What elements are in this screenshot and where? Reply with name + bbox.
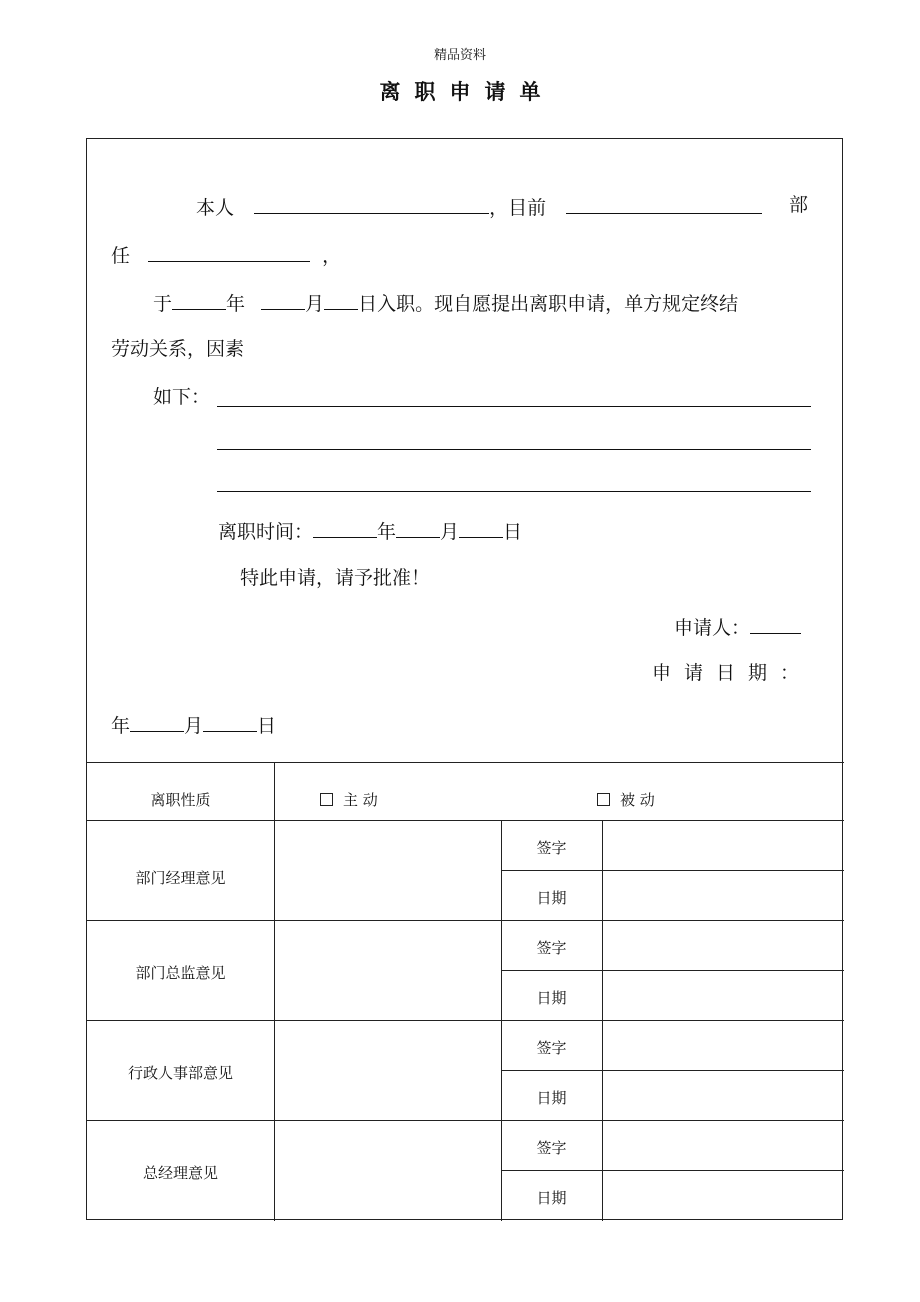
leave-year-blank[interactable] — [313, 517, 377, 538]
sign-field[interactable] — [603, 821, 843, 870]
applicant-label: 申请人： — [674, 617, 751, 639]
opinion-field[interactable] — [275, 1021, 501, 1120]
option-passive[interactable] — [597, 789, 655, 810]
apply-month-blank[interactable] — [130, 711, 184, 732]
date-label: 日期 — [536, 889, 567, 907]
bu-label: 部 — [789, 194, 809, 216]
passive-checkbox[interactable] — [597, 793, 610, 806]
opinion-field[interactable] — [275, 1121, 501, 1220]
sign-label: 签字 — [536, 1139, 567, 1157]
page-title: 离职申请单 — [379, 80, 555, 104]
apply-date-row — [111, 711, 276, 738]
date-field[interactable] — [603, 1071, 843, 1120]
position-blank[interactable] — [148, 241, 310, 262]
passive-label: 被 动 — [620, 791, 655, 809]
role-label: 部门经理意见 — [135, 869, 226, 887]
option-active[interactable] — [320, 789, 378, 810]
reason-line-2[interactable] — [217, 449, 811, 450]
watermark-text: 精品资料 — [433, 48, 486, 63]
role-label: 总经理意见 — [142, 1164, 218, 1182]
statement-line-2 — [111, 241, 341, 268]
entry-nian-label: 年 — [226, 293, 246, 315]
date-field[interactable] — [603, 871, 843, 920]
ben-ren-label: 本人 — [196, 197, 235, 219]
ren-label: 任 — [111, 245, 131, 267]
leave-nian-label: 年 — [377, 521, 397, 543]
reason-line-1[interactable] — [217, 406, 811, 407]
column-divider — [501, 820, 502, 1221]
date-label: 日期 — [536, 989, 567, 1007]
entry-month-blank[interactable] — [261, 289, 305, 310]
sign-field[interactable] — [603, 1121, 843, 1170]
opinion-field[interactable] — [275, 921, 501, 1020]
leave-time-row — [218, 517, 522, 544]
date-label: 日期 — [536, 1089, 567, 1107]
statement-line-3 — [153, 289, 738, 316]
active-checkbox[interactable] — [320, 793, 333, 806]
date-field[interactable] — [603, 971, 843, 1020]
name-blank[interactable] — [254, 193, 489, 214]
leave-day-blank[interactable] — [459, 517, 503, 538]
sign-field[interactable] — [603, 921, 843, 970]
date-label: 日期 — [536, 1189, 567, 1207]
leave-ri-label: 日 — [503, 521, 523, 543]
entry-yue-label: 月 — [305, 293, 325, 315]
entry-year-blank[interactable] — [172, 289, 226, 310]
entry-rest-text: 日入职。现自愿提出离职申请，单方规定终结 — [358, 293, 739, 315]
sign-label: 签字 — [536, 939, 567, 957]
role-label: 部门总监意见 — [135, 964, 226, 982]
sign-label: 签字 — [536, 839, 567, 857]
date-field[interactable] — [603, 1171, 843, 1220]
leave-yue-label: 月 — [440, 521, 460, 543]
active-label: 主 动 — [343, 791, 378, 809]
comma-label: ， — [322, 245, 342, 267]
statement-line-4: 劳动关系，因素 — [111, 338, 245, 360]
apply-date-label: 申请日期： — [652, 662, 813, 684]
reason-line-3[interactable] — [217, 491, 811, 492]
closing-text: 特此申请，请予批准！ — [240, 567, 431, 589]
table-top-border — [87, 762, 844, 763]
nature-label: 离职性质 — [150, 791, 211, 809]
leave-month-blank[interactable] — [396, 517, 440, 538]
apply-yue-label: 月 — [184, 715, 204, 737]
yu-label: 于 — [153, 293, 173, 315]
sign-field[interactable] — [603, 1021, 843, 1070]
leave-time-label: 离职时间： — [218, 521, 314, 543]
apply-ri-label: 日 — [257, 715, 277, 737]
department-blank[interactable] — [566, 193, 762, 214]
applicant-blank[interactable] — [750, 613, 801, 634]
apply-nian-label: 年 — [111, 715, 131, 737]
reason-label: 如下： — [153, 386, 211, 408]
mu-qian-label: ，目前 — [489, 197, 547, 219]
applicant-row — [674, 613, 801, 640]
apply-day-blank[interactable] — [203, 711, 257, 732]
role-label: 行政人事部意见 — [127, 1064, 233, 1082]
statement-line-1 — [196, 193, 762, 220]
opinion-field[interactable] — [275, 821, 501, 920]
form-frame — [86, 138, 843, 1220]
sign-label: 签字 — [536, 1039, 567, 1057]
entry-day-blank[interactable] — [324, 289, 358, 310]
